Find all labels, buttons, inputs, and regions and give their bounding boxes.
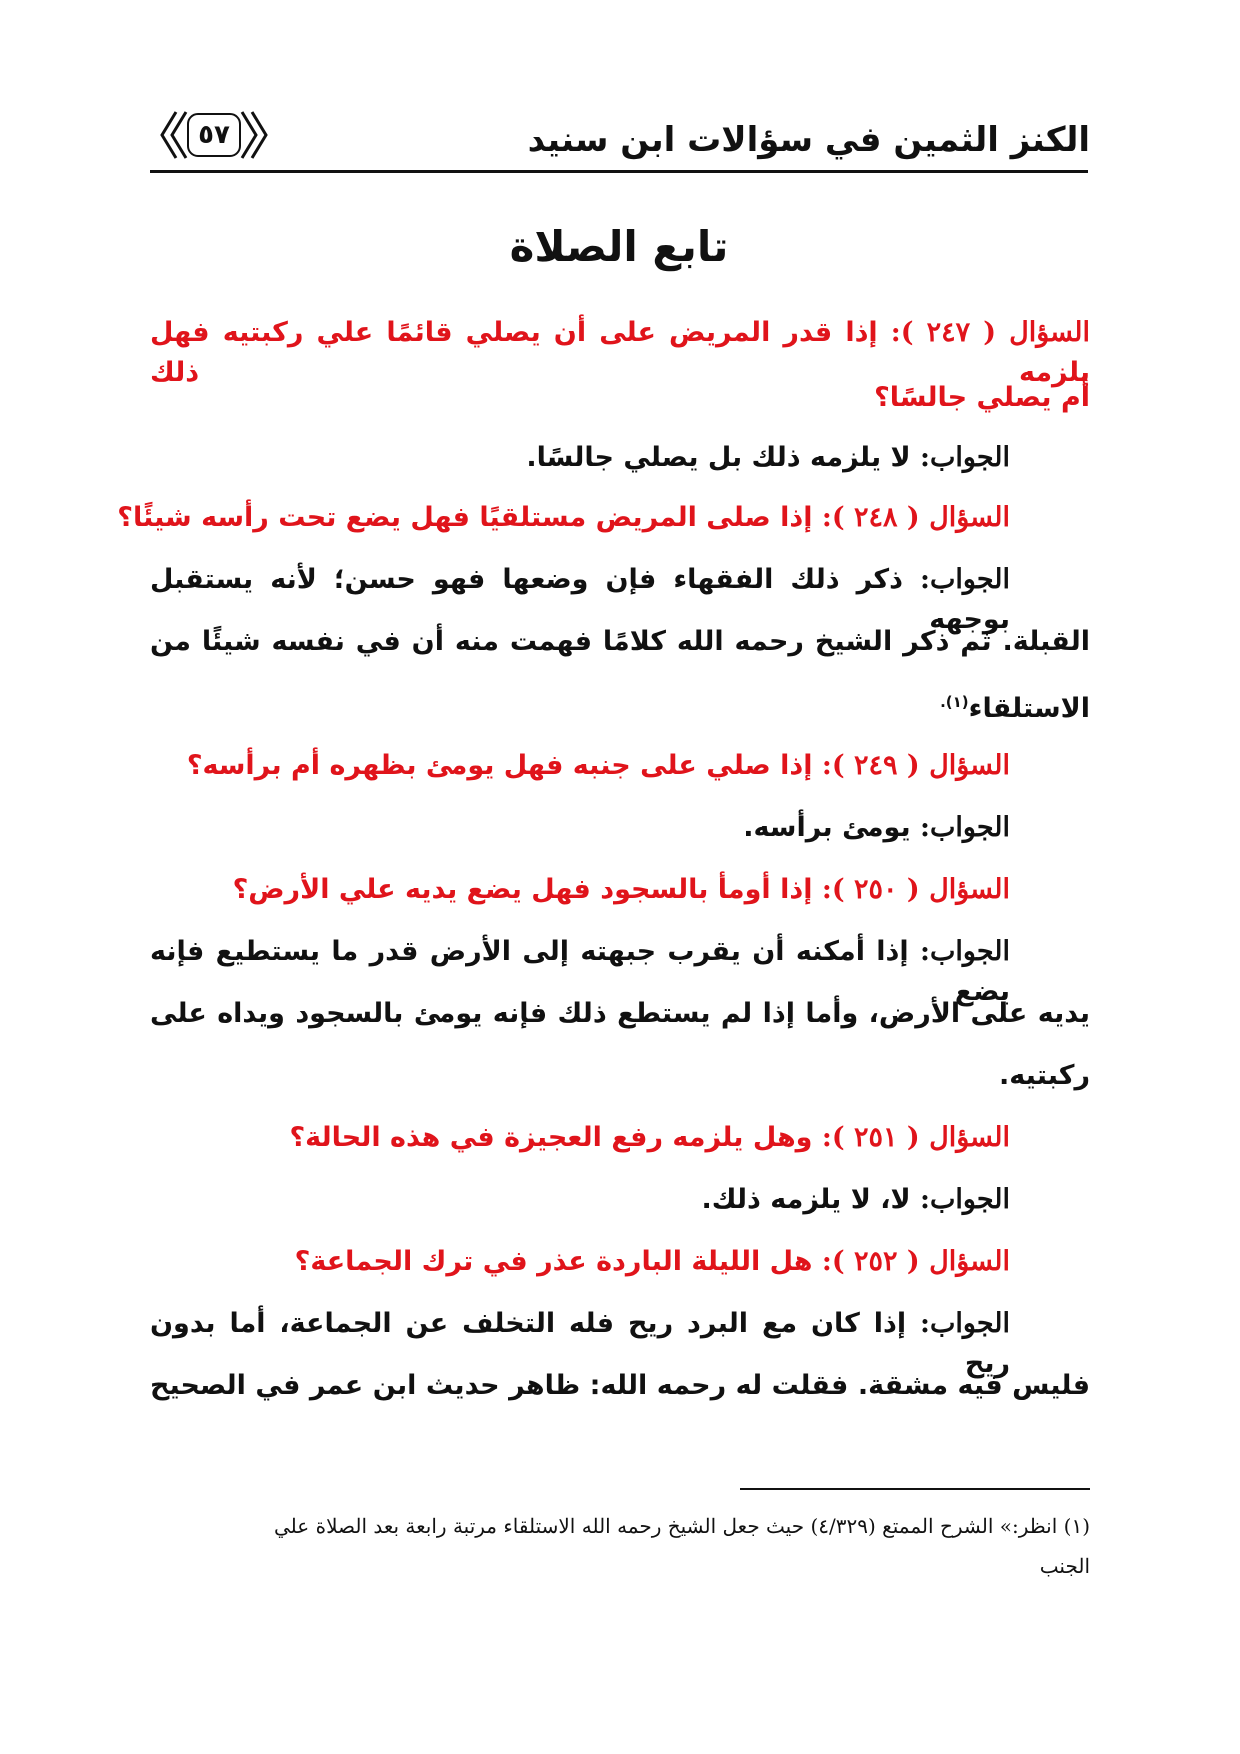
section-title: تابع الصلاة [509, 222, 729, 271]
page-number: ٥٧ [198, 120, 230, 150]
answer-text: يومئ برأسه. [743, 812, 920, 843]
question-line [233, 870, 1010, 910]
question-text: إذا صلى المريض مستلقيًا فهل يضع تحت رأسه شيئًا؟ [117, 502, 822, 533]
answer-label: الجواب: [920, 442, 1010, 473]
answer-line [150, 994, 1090, 1034]
answer-text: الاستلقاء [968, 693, 1090, 724]
answer-label: الجواب: [920, 1308, 1010, 1339]
answer-text: القبلة. ثم ذكر الشيخ رحمه الله كلامًا فهمت منه أن في نفسه شيئًا من [150, 626, 1090, 657]
answer-line [743, 808, 1010, 848]
answer-text: يديه على الأرض، وأما إذا لم يستطع ذلك فإنه يومئ بالسجود ويداه على [150, 998, 1090, 1029]
answer-line [150, 622, 1090, 662]
question-label: السؤال ( ٢٥١ ): [821, 1122, 1010, 1153]
answer-label: الجواب: [920, 564, 1010, 595]
question-text: إذا أومأ بالسجود فهل يضع يديه علي الأرض؟ [232, 874, 822, 905]
question-label: السؤال ( ٢٤٨ ): [821, 502, 1010, 533]
answer-text: لا يلزمه ذلك بل يصلي جالسًا. [526, 442, 920, 473]
question-line [187, 746, 1010, 786]
question-label: السؤال ( ٢٤٧ ): [890, 317, 1090, 348]
footnote-line: الجنب [1039, 1554, 1090, 1578]
answer-text: ذكر ذلك الفقهاء فإن وضعها فهو حسن؛ لأنه يستقبل بوجهه [150, 564, 1010, 635]
question-label: السؤال ( ٢٥٠ ): [821, 874, 1010, 905]
answer-line [150, 1366, 1090, 1406]
question-line [295, 1242, 1010, 1282]
question-line [289, 1118, 1010, 1158]
question-label: السؤال ( ٢٤٩ ): [821, 750, 1010, 781]
answer-line [999, 1056, 1090, 1096]
footnote-ref[interactable]: (١). [940, 693, 969, 711]
footnote-divider [740, 1488, 1090, 1490]
question-line [117, 498, 1010, 538]
question-text: إذا قدر المريض على أن يصلي قائمًا علي ركبتيه فهل يلزمه ذلك [150, 317, 1090, 388]
answer-text: إذا أمكنه أن يقرب جبهته إلى الأرض قدر ما يستطيع فإنه يضع [150, 936, 1010, 1007]
question-text: أم يصلي جالسًا؟ [874, 382, 1090, 413]
running-title: الكنز الثمين في سؤالات ابن سنيد [527, 120, 1090, 160]
footnote-line: (١) انظر:» الشرح الممتع (٤/٣٢٩) حيث جعل الشيخ رحمه الله الاستلقاء مرتبة رابعة بعد الصلاة علي [274, 1514, 1090, 1538]
answer-label: الجواب: [920, 812, 1010, 843]
answer-text: ركبتيه. [999, 1060, 1090, 1091]
answer-label: الجواب: [920, 936, 1010, 967]
question-text: هل الليلة الباردة عذر في ترك الجماعة؟ [294, 1246, 822, 1277]
header-divider [150, 170, 1088, 173]
page-number-frame [158, 108, 270, 162]
question-line [874, 378, 1090, 418]
answer-line [940, 682, 1090, 729]
answer-text: فليس فيه مشقة. فقلت له رحمه الله: ظاهر حديث ابن عمر في الصحيح [150, 1370, 1090, 1401]
answer-line [526, 438, 1010, 478]
answer-text: لا، لا يلزمه ذلك. [701, 1184, 920, 1215]
answer-label: الجواب: [920, 1184, 1010, 1215]
question-text: وهل يلزمه رفع العجيزة في هذه الحالة؟ [289, 1122, 822, 1153]
question-text: إذا صلي على جنبه فهل يومئ بظهره أم برأسه؟ [186, 750, 822, 781]
answer-text: إذا كان مع البرد ريح فله التخلف عن الجماعة، أما بدون ريح [150, 1308, 1010, 1379]
question-label: السؤال ( ٢٥٢ ): [821, 1246, 1010, 1277]
answer-line [701, 1180, 1010, 1220]
